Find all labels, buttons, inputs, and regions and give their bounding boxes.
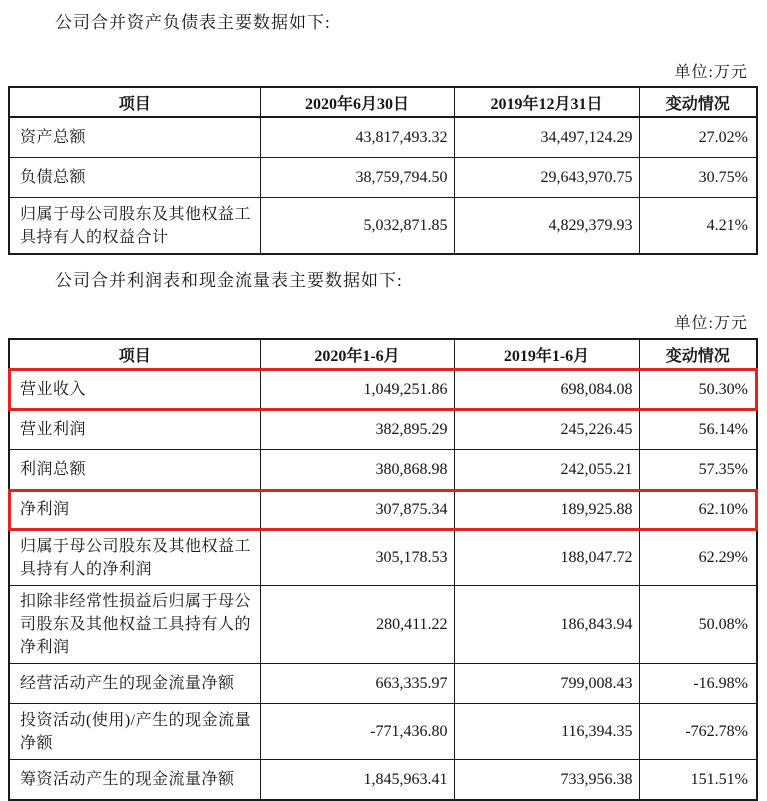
value-2020: 1,845,963.41 xyxy=(260,760,454,801)
balance-sheet-table xyxy=(8,86,758,255)
table-header-row xyxy=(9,339,757,369)
change-value: -16.98% xyxy=(639,664,757,704)
unit-label: 单位:万元 xyxy=(674,64,748,81)
change-value: -762.78% xyxy=(639,704,757,760)
header-period-2020: 2020年1-6月 xyxy=(260,339,454,369)
table-header-row xyxy=(9,87,757,117)
value-2020: 5,032,871.85 xyxy=(260,198,454,255)
header-period-2019: 2019年1-6月 xyxy=(454,339,639,369)
change-value: 50.30% xyxy=(639,369,757,410)
value-2020: 663,335.97 xyxy=(260,664,454,704)
value-2019: 245,226.45 xyxy=(454,410,639,450)
table-row xyxy=(9,117,757,158)
value-2020: 38,759,794.50 xyxy=(260,158,454,198)
row-label: 投资活动(使用)/产生的现金流量净额 xyxy=(9,704,260,760)
row-label: 营业收入 xyxy=(9,369,260,410)
table-row xyxy=(9,410,757,450)
value-2019: 799,008.43 xyxy=(454,664,639,704)
value-2020: 43,817,493.32 xyxy=(260,117,454,158)
table-row xyxy=(9,664,757,704)
header-item: 项目 xyxy=(9,87,260,117)
row-label: 归属于母公司股东及其他权益工具持有人的净利润 xyxy=(9,530,260,586)
value-2019: 34,497,124.29 xyxy=(454,117,639,158)
row-label: 利润总额 xyxy=(9,450,260,490)
change-value: 62.29% xyxy=(639,530,757,586)
value-2020: 307,875.34 xyxy=(260,490,454,530)
table-row xyxy=(9,530,757,586)
value-2019: 4,829,379.93 xyxy=(454,198,639,255)
header-date-2019: 2019年12月31日 xyxy=(454,87,639,117)
table-row xyxy=(9,198,757,255)
value-2020: 280,411.22 xyxy=(260,586,454,664)
value-2019: 116,394.35 xyxy=(454,704,639,760)
row-label: 净利润 xyxy=(9,490,260,530)
row-label: 筹资活动产生的现金流量净额 xyxy=(9,760,260,801)
value-2020: 305,178.53 xyxy=(260,530,454,586)
change-value: 30.75% xyxy=(639,158,757,198)
change-value: 151.51% xyxy=(639,760,757,801)
value-2019: 186,843.94 xyxy=(454,586,639,664)
row-label: 资产总额 xyxy=(9,117,260,158)
change-value: 27.02% xyxy=(639,117,757,158)
value-2020: 380,868.98 xyxy=(260,450,454,490)
header-change: 变动情况 xyxy=(639,87,757,117)
income-cashflow-heading: 公司合并利润表和现金流量表主要数据如下: xyxy=(55,271,403,290)
change-value: 56.14% xyxy=(639,410,757,450)
row-label: 归属于母公司股东及其他权益工具持有人的权益合计 xyxy=(9,198,260,255)
table-row xyxy=(9,704,757,760)
header-change: 变动情况 xyxy=(639,339,757,369)
value-2019: 733,956.38 xyxy=(454,760,639,801)
highlighted-row-operating-revenue xyxy=(9,369,757,410)
change-value: 4.21% xyxy=(639,198,757,255)
change-value: 57.35% xyxy=(639,450,757,490)
header-item: 项目 xyxy=(9,339,260,369)
row-label: 营业利润 xyxy=(9,410,260,450)
value-2019: 189,925.88 xyxy=(454,490,639,530)
value-2019: 242,055.21 xyxy=(454,450,639,490)
income-cashflow-table xyxy=(8,338,758,801)
value-2019: 29,643,970.75 xyxy=(454,158,639,198)
table-row xyxy=(9,586,757,664)
row-label: 经营活动产生的现金流量净额 xyxy=(9,664,260,704)
value-2019: 698,084.08 xyxy=(454,369,639,410)
highlighted-row-net-profit xyxy=(9,490,757,530)
balance-sheet-heading: 公司合并资产负债表主要数据如下: xyxy=(55,13,331,32)
value-2020: 382,895.29 xyxy=(260,410,454,450)
change-value: 62.10% xyxy=(639,490,757,530)
value-2020: 1,049,251.86 xyxy=(260,369,454,410)
value-2020: -771,436.80 xyxy=(260,704,454,760)
table-row xyxy=(9,450,757,490)
table-row xyxy=(9,158,757,198)
change-value: 50.08% xyxy=(639,586,757,664)
header-date-2020: 2020年6月30日 xyxy=(260,87,454,117)
value-2019: 188,047.72 xyxy=(454,530,639,586)
unit-label: 单位:万元 xyxy=(674,315,748,332)
row-label: 扣除非经常性损益后归属于母公司股东及其他权益工具持有人的净利润 xyxy=(9,586,260,664)
table-row xyxy=(9,760,757,801)
row-label: 负债总额 xyxy=(9,158,260,198)
